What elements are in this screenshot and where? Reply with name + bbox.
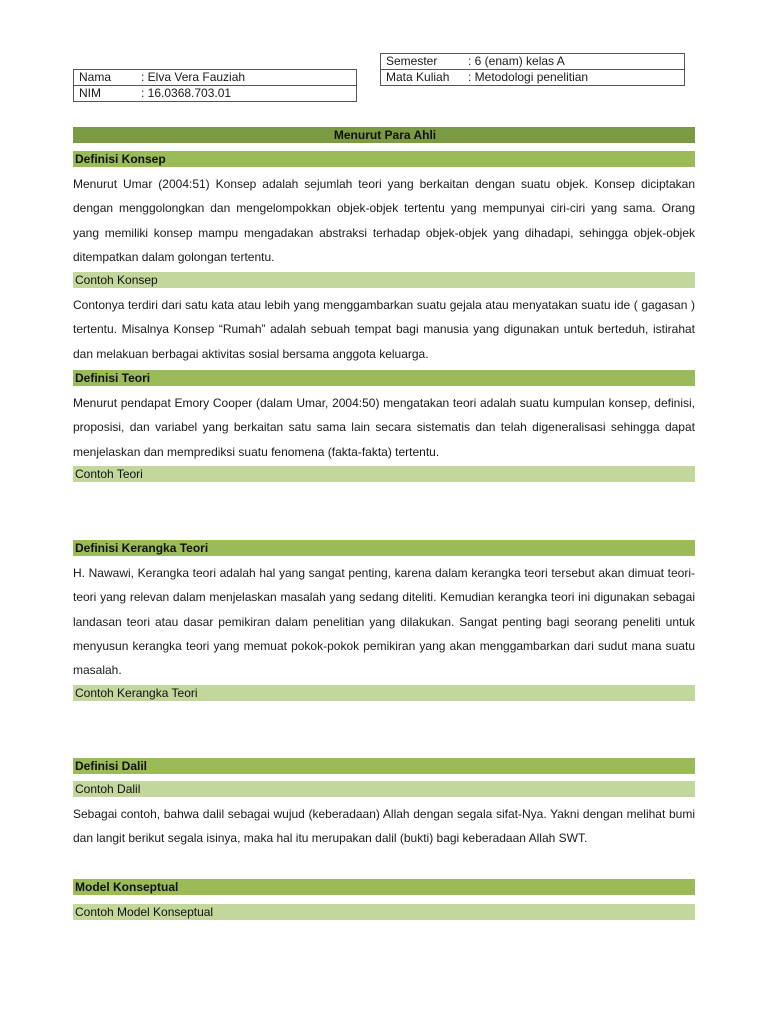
- name-row: [74, 70, 357, 86]
- heading-definisi-konsep: Definisi Konsep: [73, 151, 695, 167]
- heading-definisi-kerangka-teori: Definisi Kerangka Teori: [73, 540, 695, 556]
- paragraph-definisi-konsep: Menurut Umar (2004:51) Konsep adalah sejumlah teori yang berkaitan dengan suatu objek. Konsep diciptakan dengan menggolongkan dan mengelompokkan objek-objek tertentu yang mempunyai ciri-ciri yang sama. Orang yang memiliki konsep mampu mengadakan abstraksi terhadap objek-objek yang dihadapi, sehingga objek-objek ditempatkan dalam golongan tertentu.: [73, 177, 695, 264]
- nim-label: NIM: [74, 86, 137, 102]
- nim-row: [74, 86, 357, 102]
- name-label: Nama: [74, 70, 137, 86]
- paragraph-definisi-teori: Menurut pendapat Emory Cooper (dalam Umar, 2004:50) mengatakan teori adalah suatu kumpulan konsep, definisi, proposisi, dan variabel yang berkaitan satu sama lain secara sistematis dan telah digeneralisasi sehingga dapat menjelaskan dan memprediksi suatu fenomena (fakta-fakta) tertentu.: [73, 396, 695, 459]
- heading-definisi-teori: Definisi Teori: [73, 370, 695, 386]
- heading-contoh-model-konseptual: Contoh Model Konseptual: [73, 904, 695, 920]
- heading-contoh-dalil: Contoh Dalil: [73, 781, 695, 797]
- nim-value: : 16.0368.703.01: [136, 86, 357, 102]
- semester-label: Semester: [381, 54, 464, 70]
- heading-contoh-konsep: Contoh Konsep: [73, 272, 695, 288]
- semester-row: [381, 54, 685, 70]
- subject-row: [381, 70, 685, 86]
- subject-value: : Metodologi penelitian: [463, 70, 685, 86]
- paragraph-contoh-konsep: Contonya terdiri dari satu kata atau lebih yang menggambarkan suatu gejala atau menyatakan suatu ide ( gagasan ) tertentu. Misalnya Konsep “Rumah” adalah sebuah tempat bagi manusia yang digunakan untuk berteduh, istirahat dan melakuan berbagai aktivitas sosial bersama anggota keluarga.: [73, 298, 695, 361]
- course-info-table: [380, 53, 685, 86]
- paragraph-contoh-dalil: Sebagai contoh, bahwa dalil sebagai wujud (keberadaan) Allah dengan segala sifat-Nya. Yakni dengan melihat bumi dan langit berikut segala isinya, maka hal itu merupakan dalil (bukti) bagi keberadaan Allah SWT.: [73, 807, 695, 846]
- subject-label: Mata Kuliah: [381, 70, 464, 86]
- semester-value: : 6 (enam) kelas A: [463, 54, 685, 70]
- heading-contoh-teori: Contoh Teori: [73, 466, 695, 482]
- heading-model-konseptual: Model Konseptual: [73, 879, 695, 895]
- heading-contoh-kerangka-teori: Contoh Kerangka Teori: [73, 685, 695, 701]
- heading-definisi-dalil: Definisi Dalil: [73, 758, 695, 774]
- page-title: Menurut Para Ahli: [73, 127, 695, 143]
- paragraph-definisi-kerangka-teori: H. Nawawi, Kerangka teori adalah hal yang sangat penting, karena dalam kerangka teori tersebut akan dimuat teori-teori yang relevan dalam menjelaskan masalah yang sedang diteliti. Kemudian kerangka teori ini digunakan sebagai landasan teori atau dasar pemikiran dalam penelitian yang dilakukan. Sangat penting bagi seorang peneliti untuk menyusun kerangka teori yang memuat pokok-pokok pemikiran yang akan menggambarkan dari sudut mana suatu masalah.: [73, 566, 695, 678]
- name-value: : Elva Vera Fauziah: [136, 70, 357, 86]
- student-info-table: [73, 69, 357, 102]
